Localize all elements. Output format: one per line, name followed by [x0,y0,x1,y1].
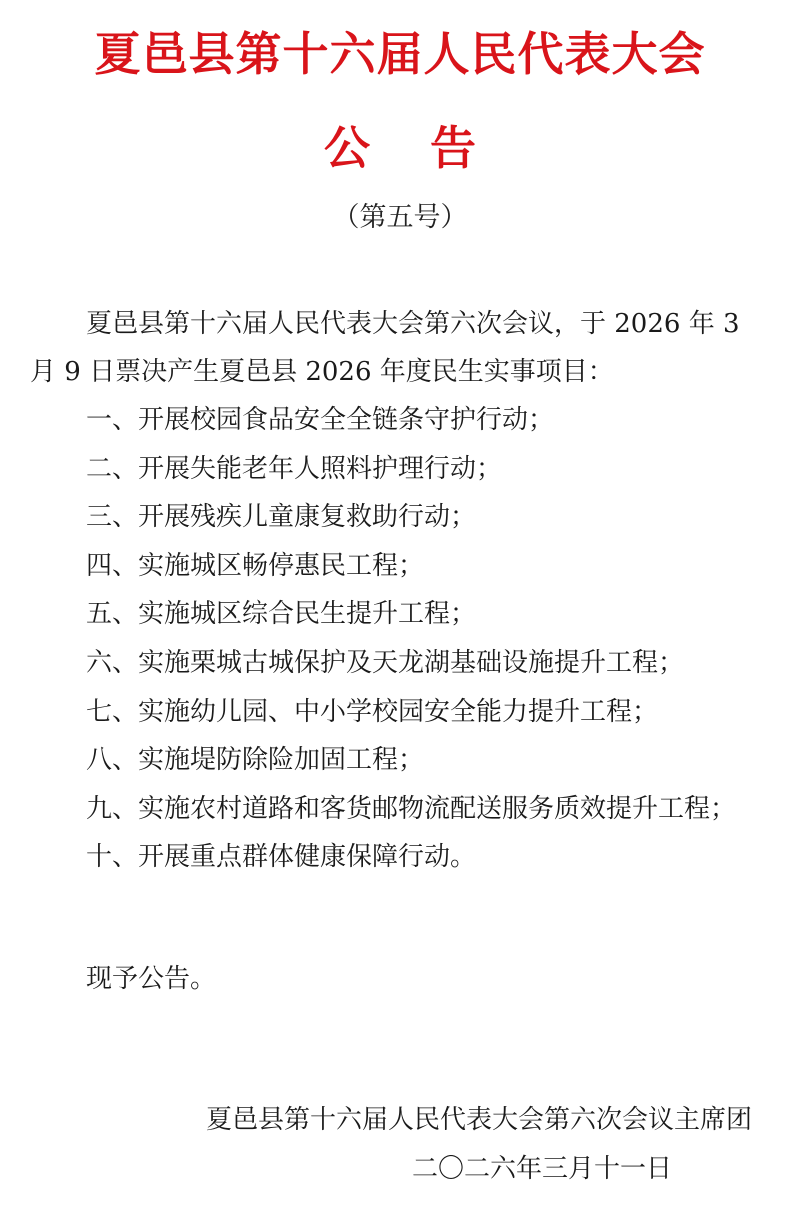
project-list [30,396,772,882]
intro-paragraph: 夏邑县第十六届人民代表大会第六次会议，于 2026 年 3 月 9 日票决产生夏邑县 2026 年度民生实事项目： [30,309,740,387]
project-item-5: 五、实施城区综合民生提升工程； [86,599,477,630]
project-item-1: 一、开展校园食品安全全链条守护行动； [86,405,555,435]
project-item-3: 三、开展残疾儿童康复救助行动； [86,502,477,533]
document-number: （第五号） [332,202,468,233]
project-item-10: 十、开展重点群体健康保障行动。 [86,842,477,873]
issue-date: 二〇二六年三月十一日 [411,1154,672,1184]
project-item-6: 六、实施栗城古城保护及天龙湖基础设施提升工程； [86,647,685,678]
closing-statement: 现予公告。 [86,964,217,994]
document-title: 夏邑县第十六届人民代表大会 [94,27,706,81]
project-item-7: 七、实施幼儿园、中小学校园安全能力提升工程； [86,696,659,727]
project-item-8: 八、实施堤防除险加固工程； [86,745,425,776]
project-item-9: 九、实施农村道路和客货邮物流配送服务质效提升工程； [86,793,737,824]
issuer-signature: 夏邑县第十六届人民代表大会第六次会议主席团 [205,1105,752,1135]
document-subtitle: 公告 [324,121,536,175]
project-item-4: 四、实施城区畅停惠民工程； [86,550,425,581]
project-item-2: 二、开展失能老年人照料护理行动； [86,453,503,484]
